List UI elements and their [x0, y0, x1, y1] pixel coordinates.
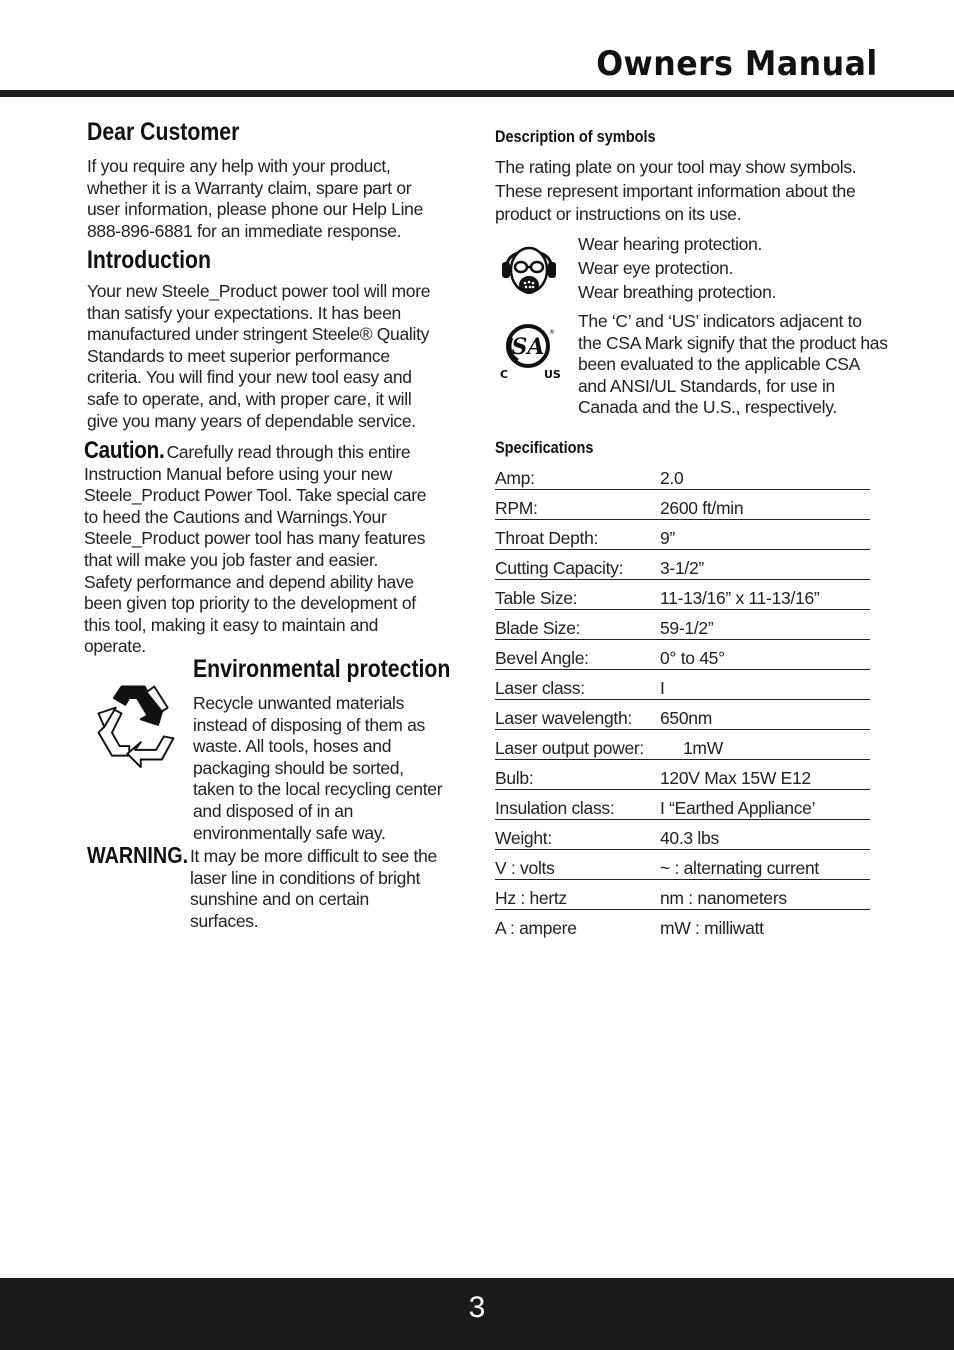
dear-customer-heading: Dear Customer [87, 118, 240, 146]
spec-row [495, 520, 870, 550]
spec-value: 0° to 45° [660, 640, 870, 670]
introduction-text: Your new Steele_Product power tool will more than satisfy your expectations. It has been manufactured under stringent Steele® Quality Standards to meet superior performance criteria. You will find your new tool easy and safe to operate, and, with proper care, it will give you many years of dependable service. [87, 281, 431, 431]
spec-row [495, 760, 870, 790]
introduction-heading: Introduction [87, 246, 211, 274]
csa-mark-icon [498, 320, 562, 380]
csa-c-label: C [500, 368, 509, 380]
spec-row [495, 640, 870, 670]
spec-row [495, 550, 870, 580]
spec-row [495, 850, 870, 880]
recycle-icon [87, 675, 183, 771]
spec-value: nm : nanometers [660, 880, 870, 910]
spec-row [495, 880, 870, 910]
spec-label: V : volts [495, 850, 660, 880]
spec-value: ~ : alternating current [660, 850, 870, 880]
dear-customer-text: If you require any help with your product, whether it is a Warranty claim, spare part or user information, please phone our Help Line 888-896-6881 for an immediate response. [87, 156, 424, 241]
specifications-heading: Specifications [495, 439, 594, 457]
symbols-intro: The rating plate on your tool may show symbols. These represent important information about the product or instructions on its use. [495, 157, 857, 224]
spec-row [495, 580, 870, 610]
spec-label: Bevel Angle: [495, 640, 660, 670]
svg-text:®: ® [549, 329, 555, 336]
spec-value: 3-1/2” [660, 550, 870, 580]
caution-text: Carefully read through this entire Instruction Manual before using your new Steele_Product Power Tool. Take special care to heed the Cautions and Warnings.Your Steele_Product power tool has many features that will make you job faster and easier. Safety performance and depend ability have been given top priority to the development of this tool, making it easy to maintain and operate. [84, 442, 427, 657]
page-footer [0, 1278, 954, 1350]
hearing-eye-breathing-protection-icon [499, 236, 559, 302]
spec-row [495, 670, 870, 700]
warning-text: It may be more difficult to see the laser line in conditions of bright sunshine and on certain surfaces. [190, 846, 437, 931]
environmental-protection-heading: Environmental protection [193, 655, 451, 683]
caution-heading: Caution. [84, 437, 165, 464]
spec-label: Weight: [495, 820, 660, 850]
spec-row [495, 910, 870, 940]
spec-value: 59-1/2” [660, 610, 870, 640]
spec-value: I “Earthed Appliance’ [660, 790, 870, 820]
spec-value: 1mW [660, 730, 870, 760]
header-rule [0, 90, 954, 97]
spec-value: 11-13/16” x 11-13/16” [660, 580, 870, 610]
spec-value: mW : milliwatt [660, 918, 764, 938]
spec-value: 40.3 lbs [660, 820, 870, 850]
spec-label: Blade Size: [495, 610, 660, 640]
spec-label: Amp: [495, 460, 660, 490]
eye-protection-text: Wear eye protection. [578, 258, 734, 278]
csa-symbol-description: The ‘C’ and ‘US’ indicators adjacent to the CSA Mark signify that the product has been evaluated to the applicable CSA and ANSI/UL Standards, for use in Canada and the U.S., respectively. [578, 311, 888, 418]
spec-label: RPM: [495, 490, 660, 520]
spec-row [495, 610, 870, 640]
spec-value: 120V Max 15W E12 [660, 760, 870, 790]
svg-text:SA: SA [511, 334, 545, 360]
spec-label: Bulb: [495, 760, 660, 790]
hearing-protection-text: Wear hearing protection. [578, 234, 763, 254]
page-number: 3 [468, 1291, 486, 1324]
spec-row [495, 460, 870, 490]
spec-row [495, 790, 870, 820]
spec-value: 650nm [660, 700, 870, 730]
spec-label: Insulation class: [495, 790, 660, 820]
spec-label: Laser class: [495, 670, 660, 700]
environmental-protection-text: Recycle unwanted materials instead of disposing of them as waste. All tools, hoses and packaging should be sorted, taken to the local recycling center and disposed of in an environmentally safe way. [193, 693, 443, 843]
spec-label: Hz : hertz [495, 880, 660, 910]
spec-label: Throat Depth: [495, 520, 660, 550]
spec-label: Cutting Capacity: [495, 550, 660, 580]
warning-heading: WARNING. [87, 842, 189, 868]
symbols-heading: Description of symbols [495, 128, 656, 146]
spec-value: 2600 ft/min [660, 490, 870, 520]
spec-value: 2.0 [660, 460, 870, 490]
spec-value: 9” [660, 520, 870, 550]
spec-value: I [660, 670, 870, 700]
caution-paragraph [84, 437, 429, 658]
spec-label: Laser output power: [495, 730, 660, 760]
breathing-protection-text: Wear breathing protection. [578, 282, 777, 302]
protection-symbol-description [578, 232, 878, 304]
spec-row [495, 820, 870, 850]
spec-row [495, 730, 870, 760]
spec-row [495, 490, 870, 520]
spec-row [495, 700, 870, 730]
spec-label: Laser wavelength: [495, 700, 660, 730]
csa-us-label: US [544, 368, 561, 380]
specifications-table [495, 460, 870, 939]
right-column [495, 128, 888, 938]
spec-label: Table Size: [495, 580, 660, 610]
page-title: Owners Manual [596, 44, 878, 84]
spec-label: A : ampere [495, 918, 577, 938]
